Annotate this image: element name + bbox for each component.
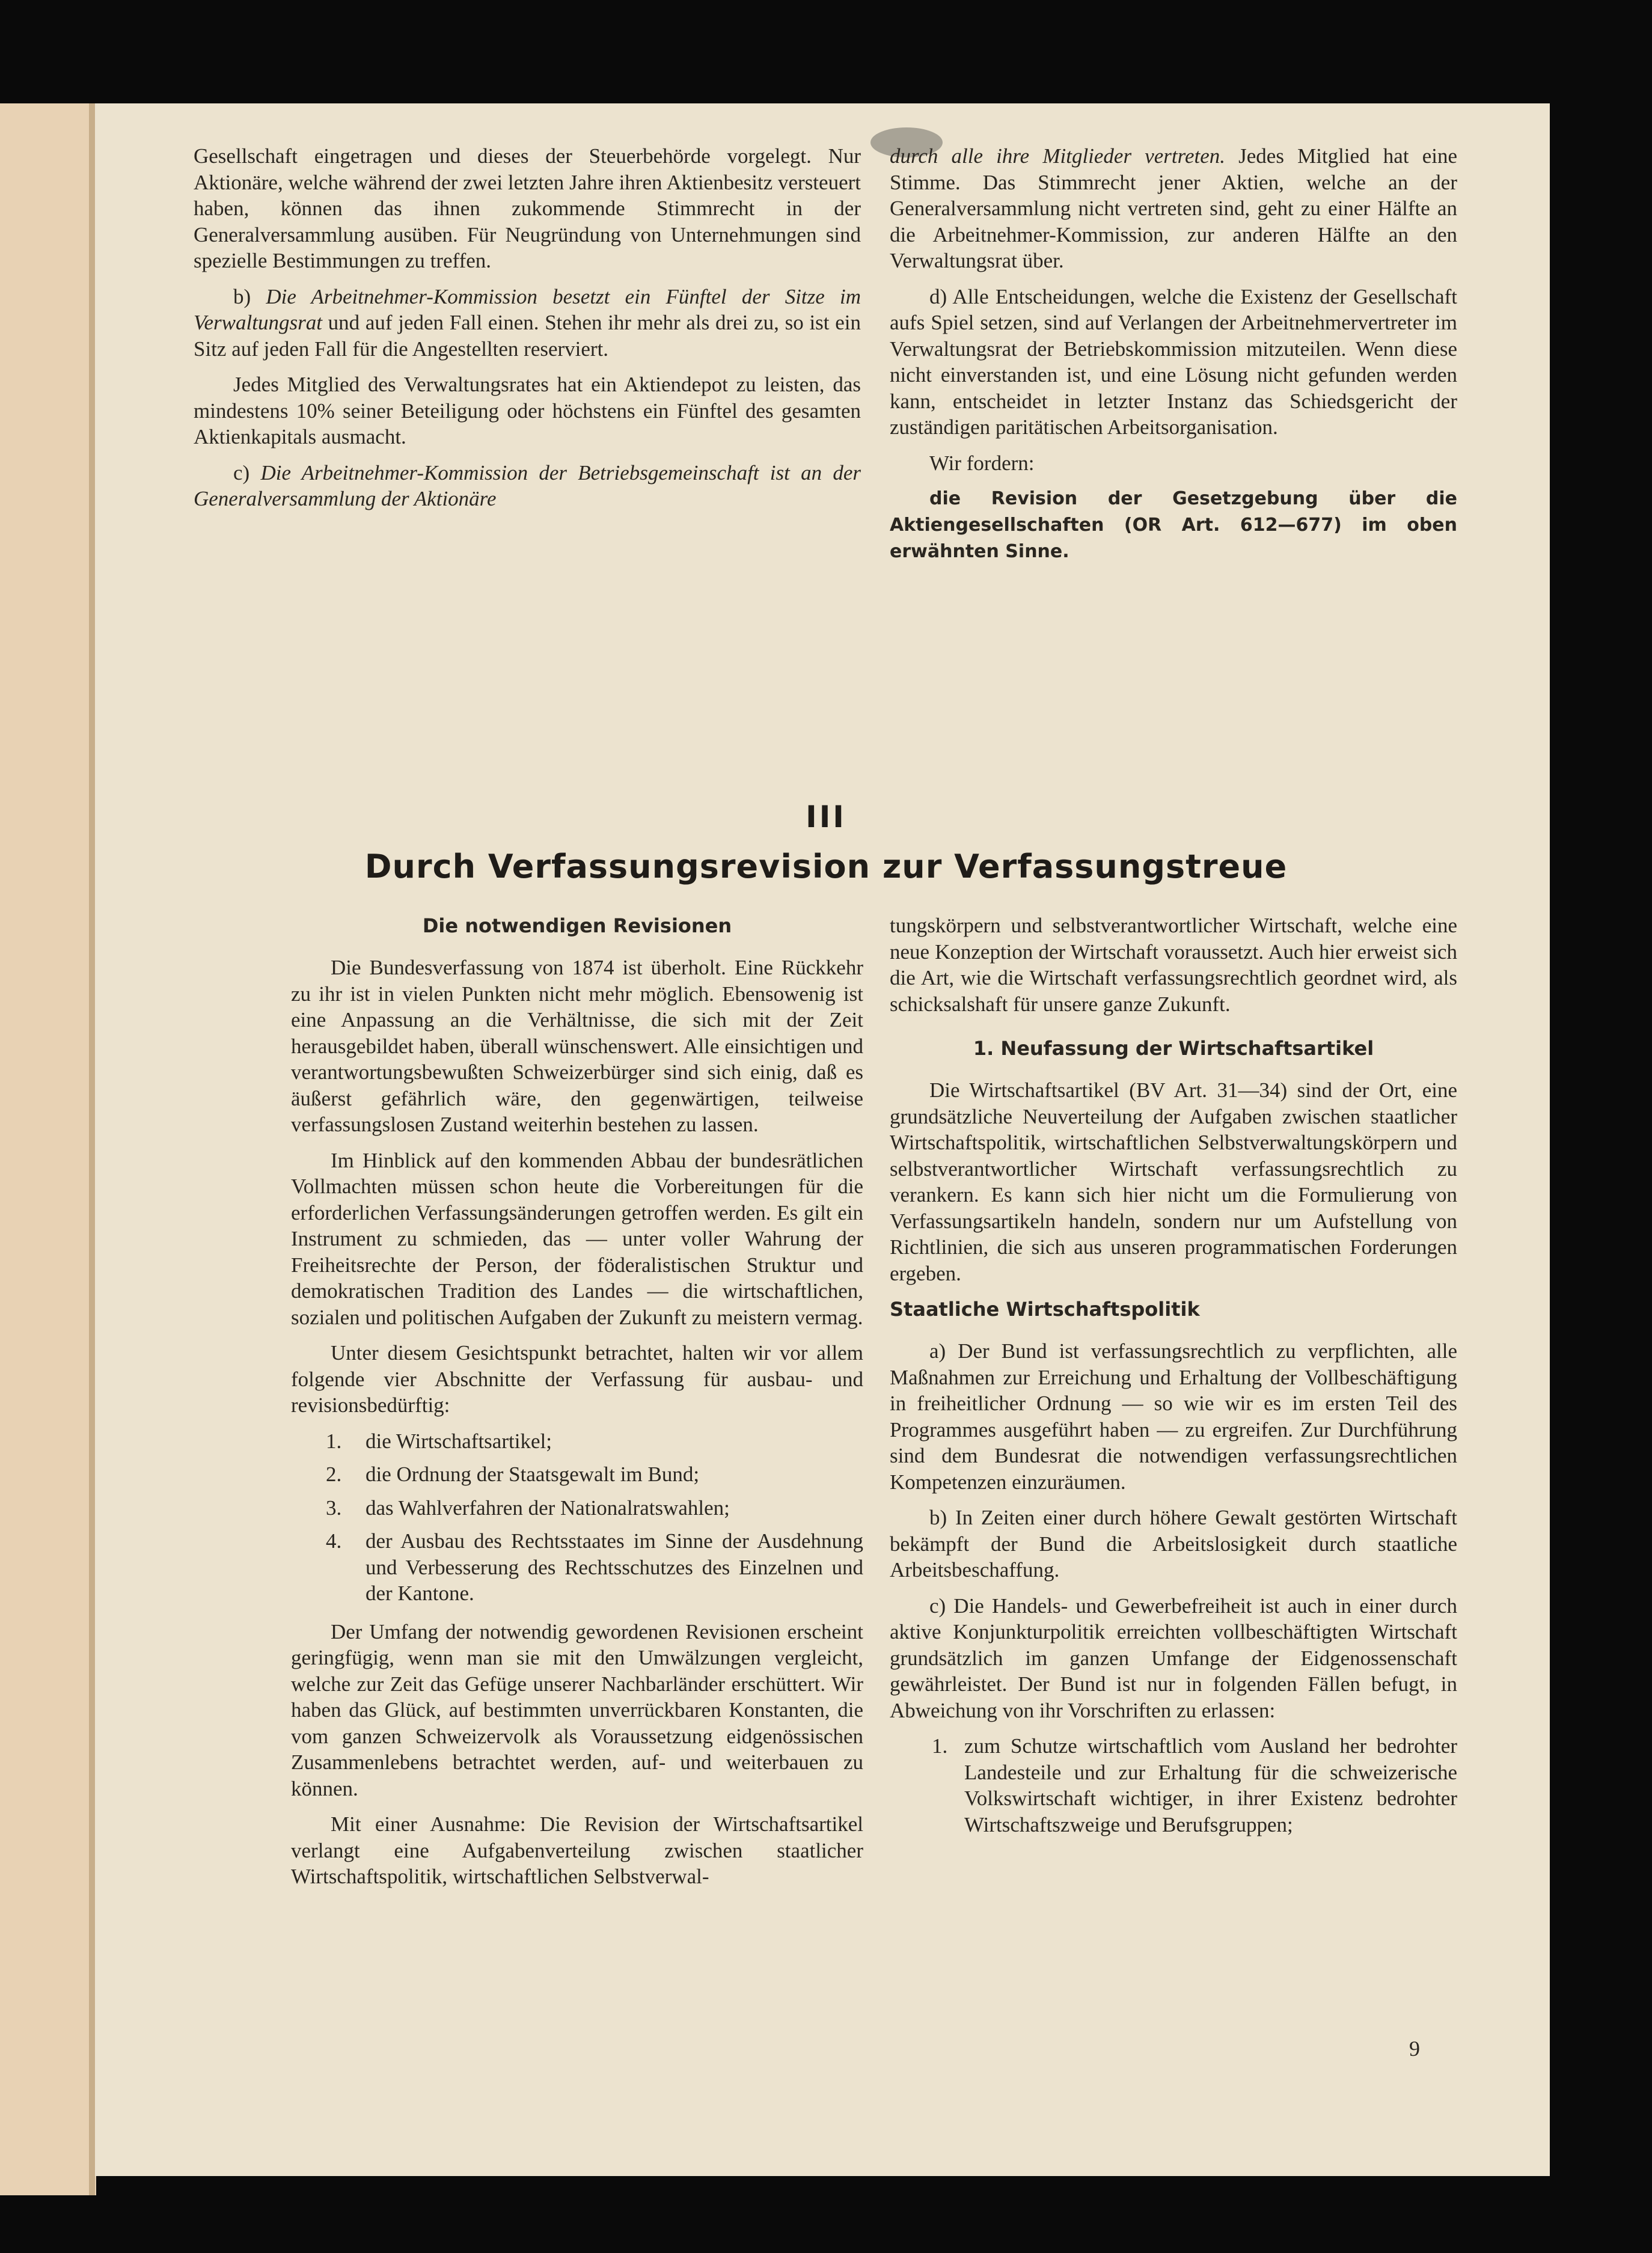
subheading: Die notwendigen Revisionen — [422, 914, 732, 937]
demand-statement: die Revision der Gesetzgebung über die Aktiengesellschaften (OR Art. 612—677) im oben erwähnten Sinne. — [890, 488, 1457, 562]
paragraph-a: a) Der Bund ist verfassungsrechtlich zu verpflichten, alle Maßnahmen zur Erreichung und Erhaltung der Vollbeschäftigung in freiheitlicher Ordnung — so wie wir es im ersten Teil des Programmes ausgeführt haben — zu ergreifen. Zur Durchführung sind dem Bundesrat die notwendigen verfassungsrechtlichen Kompetenzen einzuräumen. — [890, 1339, 1457, 1494]
list-item: 1. zum Schutze wirtschaftlich vom Ausland her bedrohter Landesteile und zur Erhaltung für die schweizerische Volkswirtschaft wichtiger, in ihrer Existenz bedrohter Wirtschaftszweige und Berufsgruppen; — [932, 1734, 1457, 1836]
list-item: 3. das Wahlverfahren der Nationalratswahlen; — [326, 1496, 730, 1520]
paragraph: Die Bundesverfassung von 1874 ist überholt. Eine Rückkehr zu ihr ist in vielen Punkten nicht mehr möglich. Ebensowenig ist eine Anpassung an die Verhältnisse, die sich mit der Zeit herausgebildet haben, überall wünschenswert. Alle einsichtigen und verantwortungsbewußten Schweizerbürger sind sich einig, daß es äußerst gefährlich wäre, den gegenwärtigen, teilweise verfassungslosen Zustand weiterhin bestehen zu lassen. — [291, 956, 863, 1136]
paragraph-c: c) Die Handels- und Gewerbefreiheit ist auch in einer durch aktive Konjunkturpolitik erreichten vollbeschäftigten Wirtschaft grundsätzlich im ganzen Umfange der Eidgenossenschaft gewährleistet. Der Bund ist nur in folgenden Fällen befugt, in Abweichung von ihr Vorschriften zu erlassen: — [890, 1594, 1457, 1722]
paragraph: durch alle ihre Mitglieder vertreten. Jedes Mitglied hat eine Stimme. Das Stimmrecht jener Aktien, welche an der Generalversammlung nicht vertreten sind, geht zu einer Hälfte an die Arbeitnehmer-Kommission, zur anderen Hälfte an den Verwaltungsrat über. — [890, 144, 1457, 272]
list-item: 4. der Ausbau des Rechtsstaates im Sinne der Ausdehnung und Verbesserung des Rechtsschutzes des Einzelnen und der Kantone. — [326, 1529, 863, 1605]
column-bottom-left — [291, 913, 863, 1900]
section-number: III — [806, 799, 846, 834]
subheading: 1. Neufassung der Wirtschaftsartikel — [973, 1037, 1374, 1060]
subheading: Staatliche Wirtschaftspolitik — [890, 1298, 1200, 1321]
paragraph-d: d) Alle Entscheidungen, welche die Existenz der Gesellschaft aufs Spiel setzen, sind auf Verlangen der Arbeitnehmervertreter im Verwaltungsrat der Betriebskommission mitzuteilen. Wenn diese nicht einverstanden ist, und eine Lösung nicht gefunden werden kann, entscheidet in letzter Instanz das Schiedsgericht der zuständigen paritätischen Arbeitsorganisation. — [890, 284, 1457, 439]
paragraph: Der Umfang der notwendig gewordenen Revisionen erscheint geringfügig, wenn man sie mit den Umwälzungen vergleicht, welche zur Zeit das Gefüge unserer Nachbarländer erschüttert. Wir haben das Glück, auf bestimmten unverrückbaren Konstanten, die vom ganzen Schweizervolk als Voraussetzung eidgenössischen Zusammenlebens betrachtet werden, auf- und weiterbauen zu können. — [291, 1619, 863, 1800]
list-item: 2. die Ordnung der Staatsgewalt im Bund; — [326, 1463, 700, 1486]
page-number: 9 — [1409, 2037, 1420, 2061]
section-title: Durch Verfassungsrevision zur Verfassungstreue — [364, 848, 1288, 885]
underlying-page — [0, 103, 96, 2195]
paragraph: Mit einer Ausnahme: Die Revision der Wirtschaftsartikel verlangt eine Aufgabenverteilung zwischen staatlicher Wirtschaftspolitik, wirtschaftlichen Selbstverwal- — [291, 1812, 863, 1888]
column-top-right — [890, 143, 1457, 575]
exception-list — [890, 1733, 1457, 1838]
paragraph: Unter diesem Gesichtspunkt betrachtet, halten wir vor allem folgende vier Abschnitte der Verfassung für ausbau- und revisionsbedürftig: — [291, 1341, 863, 1417]
paragraph: Die Wirtschaftsartikel (BV Art. 31—34) sind der Ort, eine grundsätzliche Neuverteilung der Aufgaben zwischen staatlicher Wirtschaftspolitik, wirtschaftlichen Selbstverwaltungskörpern und selbstverantwortlicher Wirtschaft verfassungsrechtlich zu verankern. Es kann sich hier nicht um die Formulierung von Verfassungsartikeln handeln, sondern nur um Aufstellung von Richtlinien, die sich aus unseren programmatischen Forderungen ergeben. — [890, 1078, 1457, 1285]
paragraph: Jedes Mitglied des Verwaltungsrates hat ein Aktiendepot zu leisten, das mindestens 10% seiner Beteiligung oder höchstens ein Fünftel des gesamten Aktienkapitals ausmacht. — [194, 373, 861, 448]
list-item: 1. die Wirtschaftsartikel; — [326, 1429, 552, 1453]
column-top-left — [194, 143, 861, 522]
paragraph-b: b) In Zeiten einer durch höhere Gewalt gestörten Wirtschaft bekämpft der Bund die Arbeitslosigkeit durch staatliche Arbeitsbeschaffung. — [890, 1506, 1457, 1582]
paragraph-c: c) Die Arbeitnehmer-Kommission der Betriebsgemeinschaft ist an der Generalversammlung der Aktionäre — [194, 460, 861, 510]
paragraph-b: b) Die Arbeitnehmer-Kommission besetzt ein Fünftel der Sitze im Verwaltungsrat und auf jeden Fall einen. Stehen ihr mehr als drei zu, so ist ein Sitz auf jeden Fall für die Angestellten reserviert. — [194, 284, 861, 361]
paragraph: tungskörpern und selbstverantwortlicher Wirtschaft, welche eine neue Konzeption der Wirtschaft voraussetzt. Auch hier erweist sich die Art, wie die Wirtschaft verfassungsrechtlich geordnet wird, als schicksalshaft für unsere ganze Zukunft. — [890, 914, 1457, 1016]
revision-list — [291, 1428, 863, 1607]
paragraph: Im Hinblick auf den kommenden Abbau der bundesrätlichen Vollmachten müssen schon heute die Vorbereitungen für die erforderlichen Verfassungsänderungen getroffen werden. Es gilt ein Instrument zu schmieden, das — unter voller Wahrung der Freiheitsrechte der Person, der föderalistischen Struktur und demokratischen Tradition des Landes — die wirtschaftlichen, sozialen und politischen Aufgaben der Zukunft zu meistern vermag. — [291, 1148, 863, 1329]
paragraph: Wir fordern: — [929, 451, 1035, 475]
paragraph: Gesellschaft eingetragen und dieses der Steuerbehörde vorgelegt. Nur Aktionäre, welche während der zwei letzten Jahre ihren Aktienbesitz versteuert haben, können das ihnen zukommende Stimmrecht in der Generalversammlung ausüben. Für Neugründung von Unternehmungen sind spezielle Bestimmungen zu treffen. — [194, 144, 861, 272]
page-edge — [89, 103, 95, 2195]
column-bottom-right — [890, 913, 1457, 1850]
